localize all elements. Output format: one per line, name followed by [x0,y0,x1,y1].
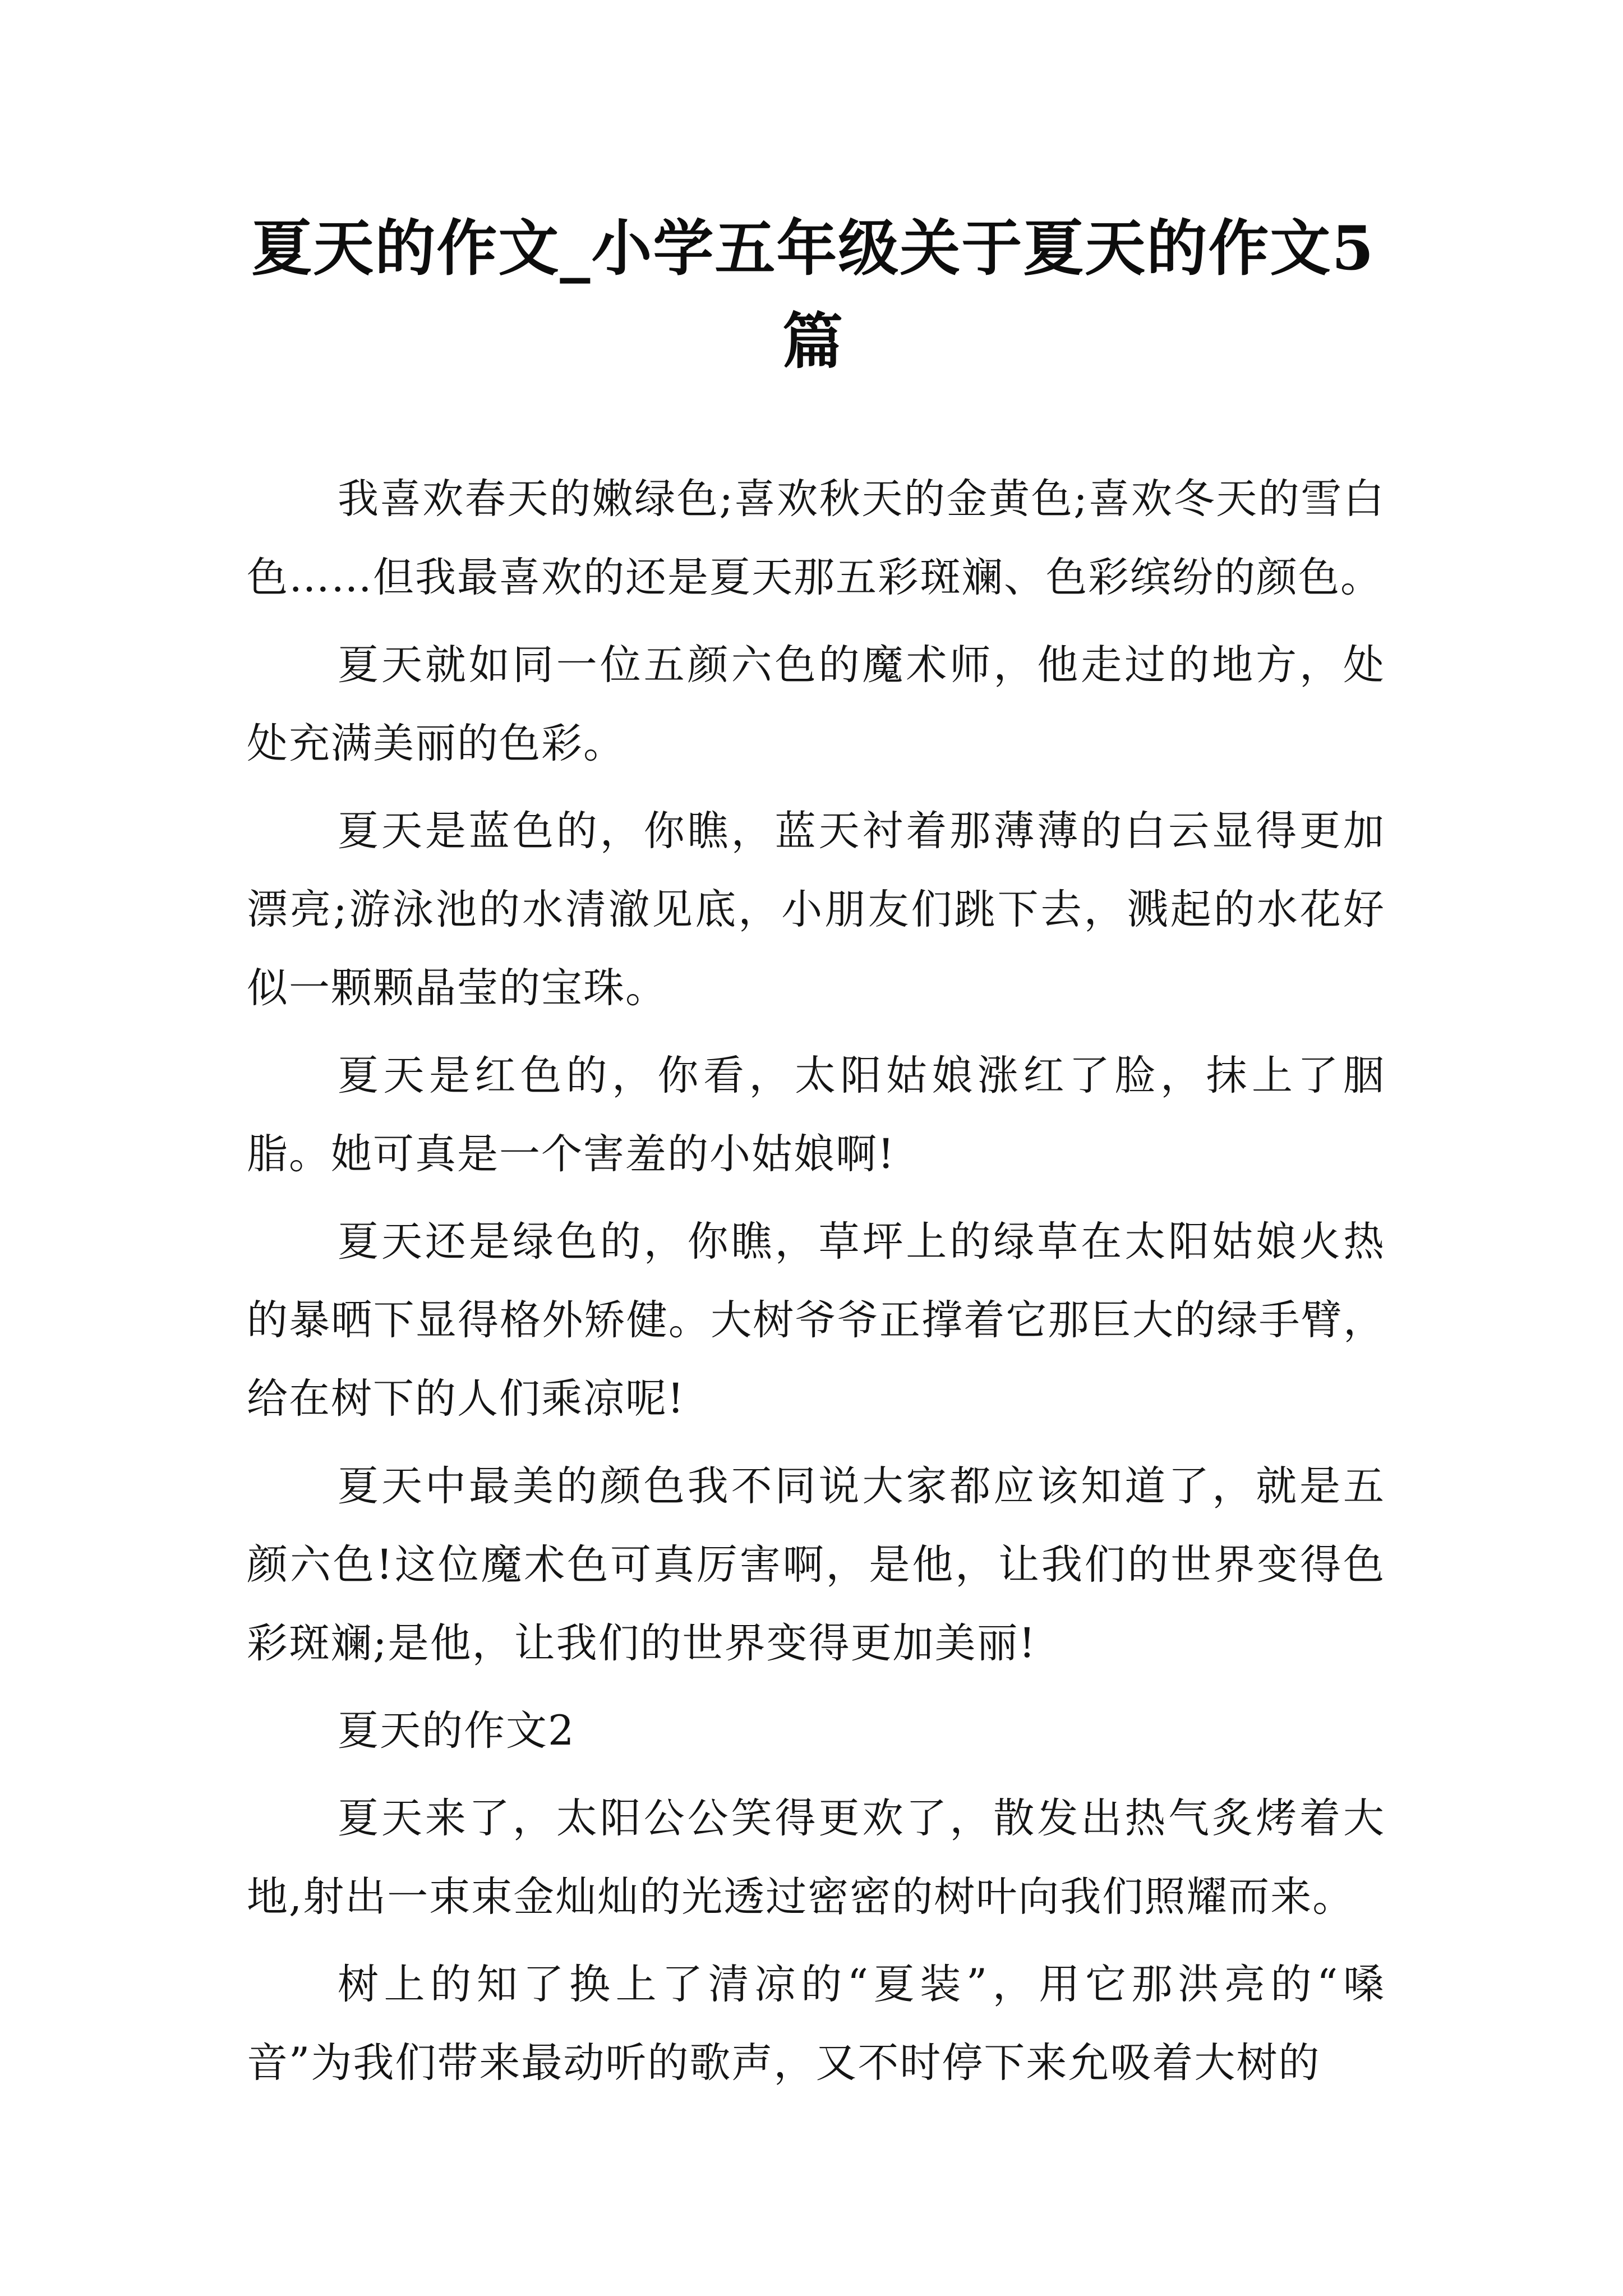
paragraph-8: 树上的知了换上了清凉的“夏装”，用它那洪亮的“嗓音”为我们带来最动听的歌声，又不时停下来允吸着大树的 [247,1961,1385,2087]
document-body [247,460,1385,2111]
paragraph-1: 我喜欢春天的嫩绿色;喜欢秋天的金黄色;喜欢冬天的雪白色……但我最喜欢的还是夏天那五彩斑斓、色彩缤纷的颜色。 [247,475,1385,601]
document-title: 夏天的作文_小学五年级关于夏天的作文5篇 [251,213,1375,377]
paragraph-3: 夏天是蓝色的，你瞧，蓝天衬着那薄薄的白云显得更加漂亮;游泳池的水清澈见底，小朋友们跳下去，溅起的水花好似一颗颗晶莹的宝珠。 [247,807,1385,1012]
paragraph-5: 夏天还是绿色的，你瞧，草坪上的绿草在太阳姑娘火热的暴晒下显得格外矫健。大树爷爷正撑着它那巨大的绿手臂，给在树下的人们乘凉呢! [247,1218,1385,1423]
paragraph-2: 夏天就如同一位五颜六色的魔术师，他走过的地方，处处充满美丽的色彩。 [247,641,1385,767]
paragraph-6: 夏天中最美的颜色我不同说大家都应该知道了，就是五颜六色!这位魔术色可真厉害啊，是他，让我们的世界变得色彩斑斓;是他，让我们的世界变得更加美丽! [247,1462,1385,1667]
paragraph-7: 夏天来了，太阳公公笑得更欢了，散发出热气炙烤着大地,射出一束束金灿灿的光透过密密的树叶向我们照耀而来。 [247,1795,1385,1921]
section-heading-essay-2: 夏天的作文2 [338,1707,575,1755]
paragraph-4: 夏天是红色的，你看，太阳姑娘涨红了脸，抹上了胭脂。她可真是一个害羞的小姑娘啊! [247,1052,1385,1178]
